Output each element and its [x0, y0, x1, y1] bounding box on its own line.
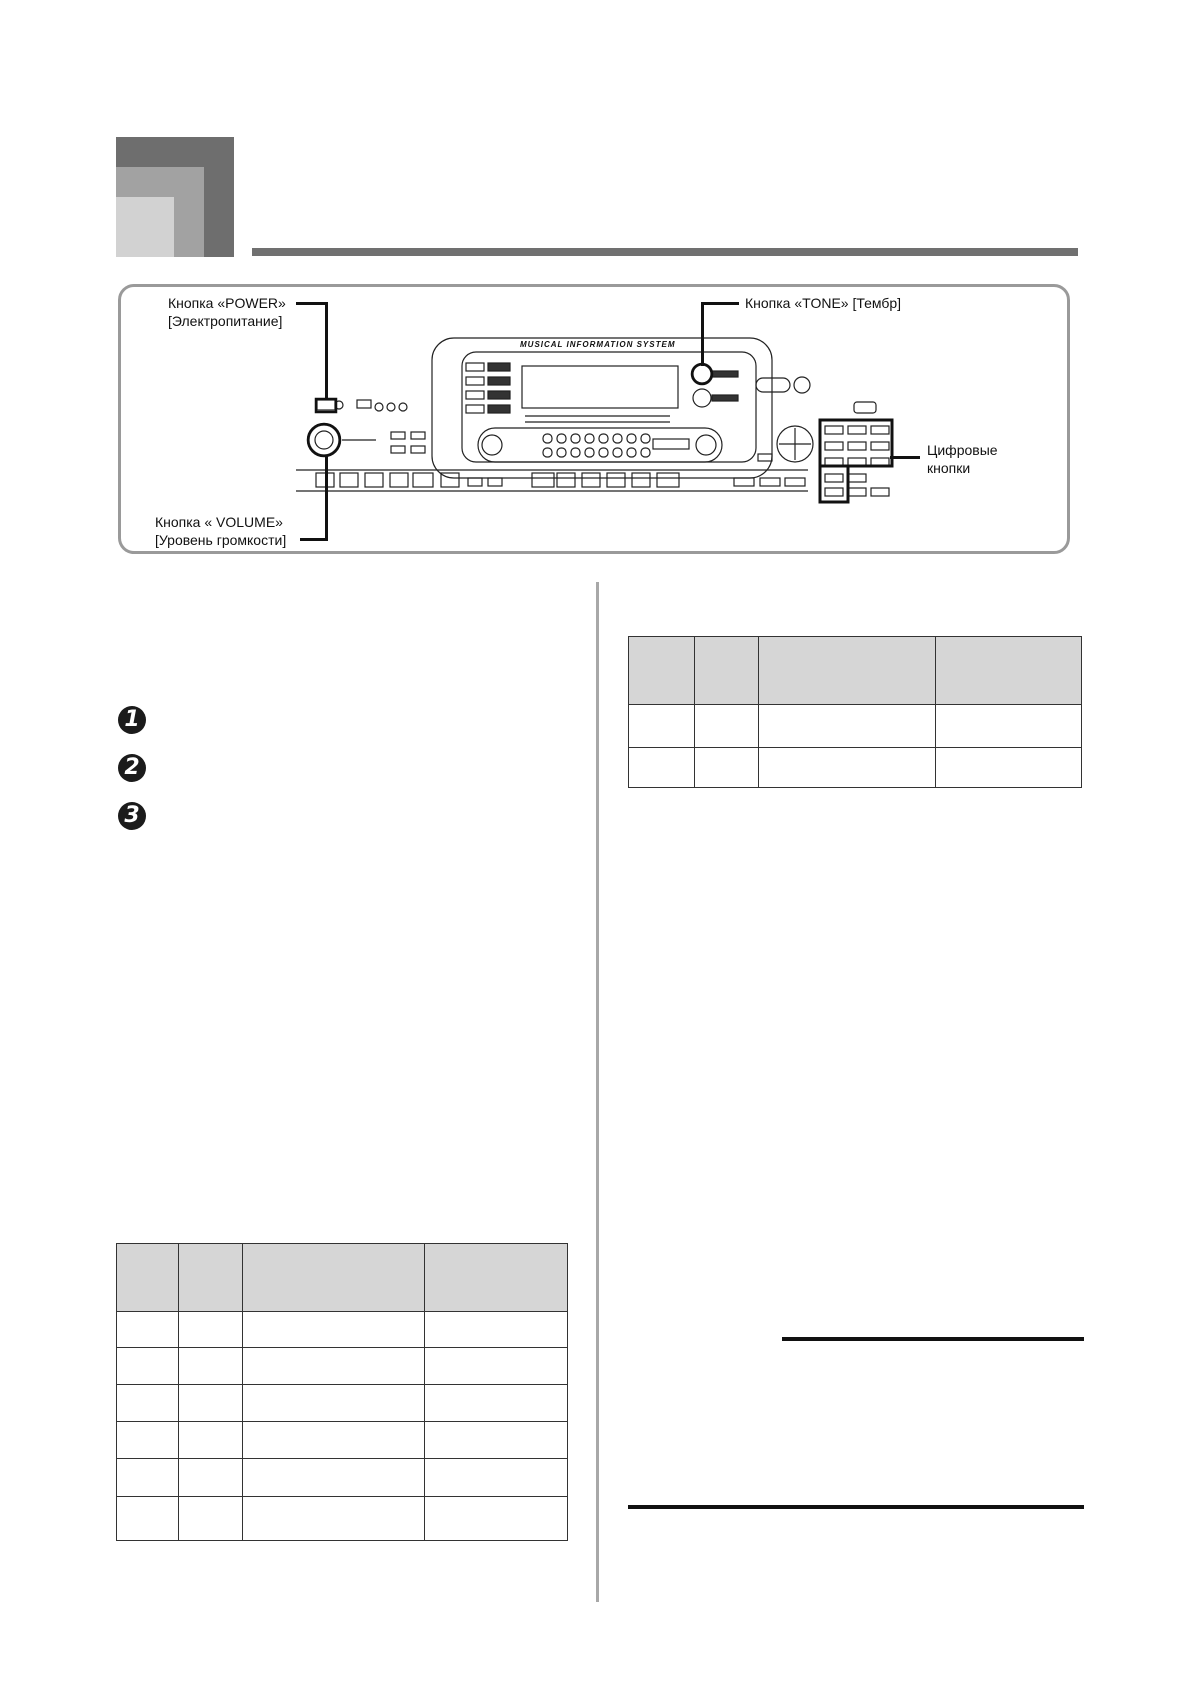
corner-logo-inner	[116, 197, 174, 257]
table-header-row	[629, 637, 1082, 705]
note-top-rule	[782, 1337, 1084, 1341]
table-row	[629, 748, 1082, 788]
table-row	[117, 1497, 568, 1541]
right-table	[628, 636, 1082, 788]
volume-callout: Кнопка « VOLUME» [Уровень громкости]	[155, 514, 287, 548]
table-row	[117, 1348, 568, 1385]
numeric-callout: Цифровые кнопки	[927, 442, 998, 476]
table-row	[117, 1459, 568, 1497]
keyboard-brand-banner: MUSICAL INFORMATION SYSTEM	[520, 340, 676, 349]
power-leader-v	[325, 302, 328, 400]
table-row	[117, 1385, 568, 1422]
power-callout: Кнопка «POWER» [Электропитание]	[168, 295, 286, 329]
numeric-leader-h	[890, 456, 920, 459]
note-bottom-rule	[628, 1505, 1084, 1509]
table-row	[117, 1422, 568, 1459]
volume-leader-v	[325, 455, 328, 540]
left-table	[116, 1243, 568, 1541]
step-1-marker: 1	[118, 706, 146, 734]
table-row	[117, 1312, 568, 1348]
step-3-marker: 3	[118, 802, 146, 830]
tone-callout: Кнопка «TONE» [Тембр]	[745, 295, 902, 311]
title-bar	[252, 248, 1078, 256]
tone-leader-v	[701, 302, 704, 366]
table-header-row	[117, 1244, 568, 1312]
table-row	[629, 705, 1082, 748]
step-2-marker: 2	[118, 754, 146, 782]
power-leader-h	[296, 302, 327, 305]
tone-leader-h	[701, 302, 739, 305]
column-separator	[596, 582, 599, 1602]
volume-leader-h	[300, 538, 328, 541]
